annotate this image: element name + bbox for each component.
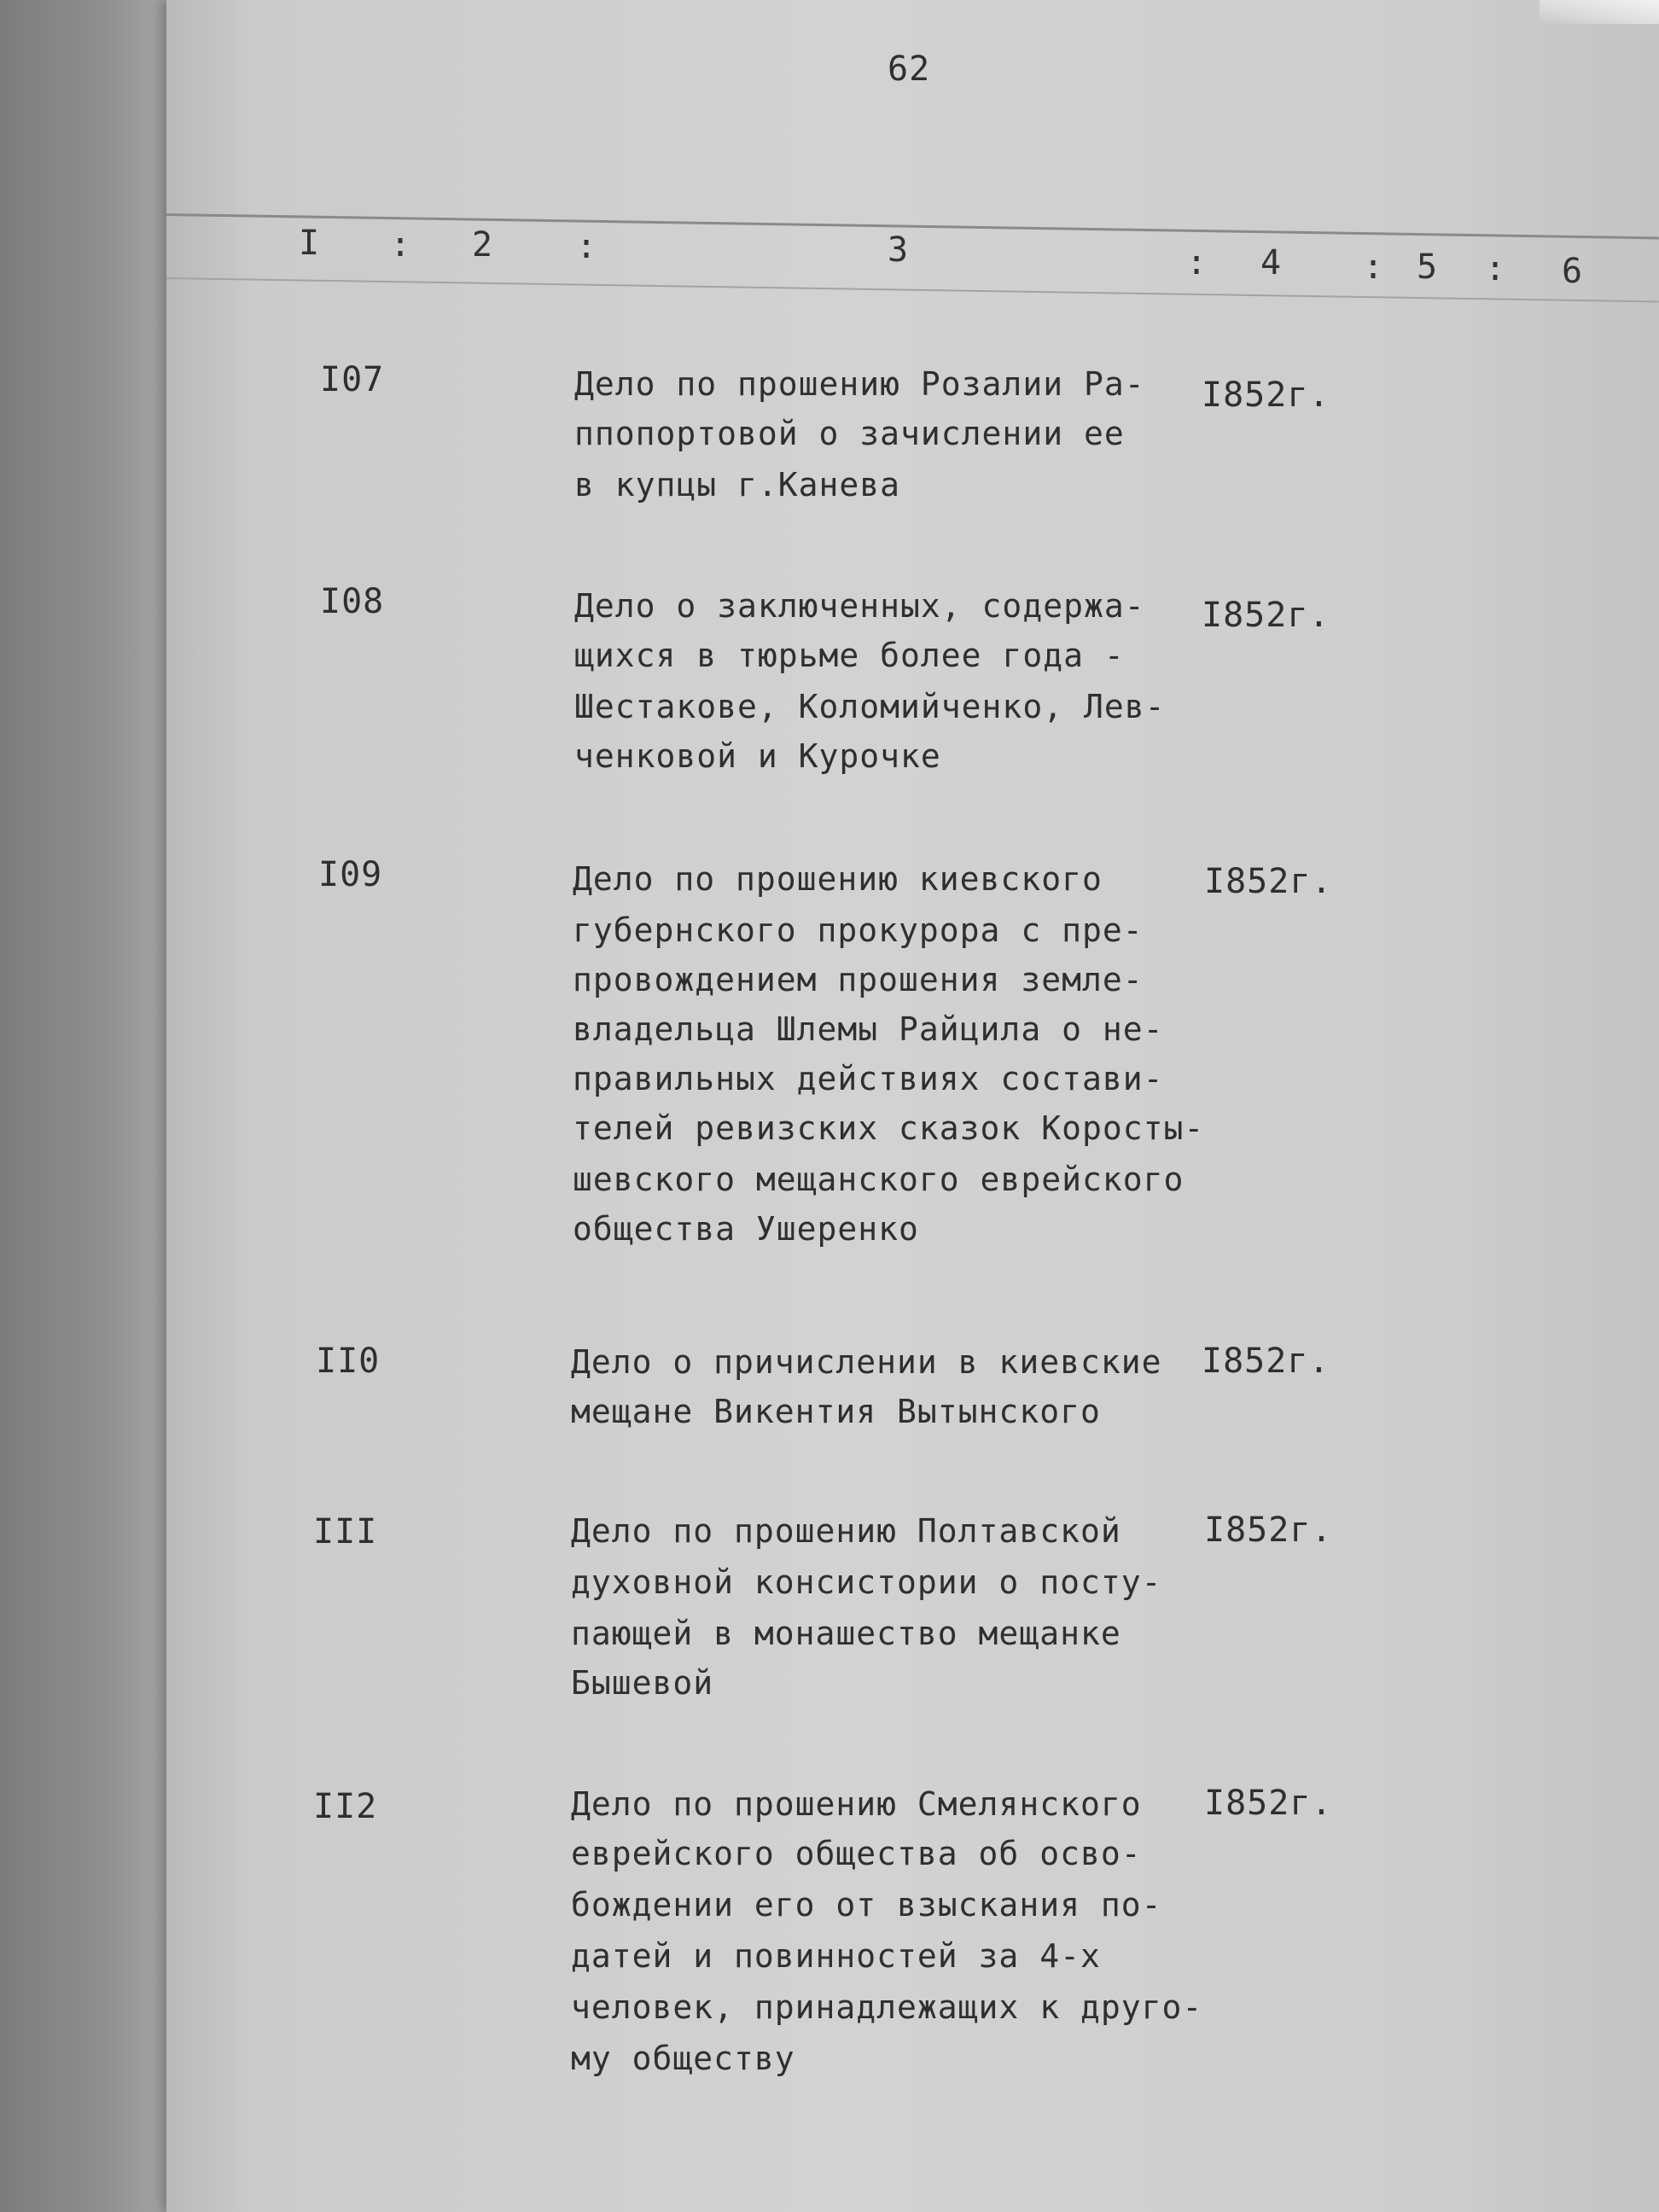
entry-description-line: владельца Шлемы Райцила о не- bbox=[573, 1010, 1164, 1048]
entry-description-line: Дело по прошению Смелянского bbox=[571, 1785, 1142, 1823]
entry-description-line: провождением прошения земле- bbox=[573, 961, 1144, 998]
entry-number: III bbox=[313, 1512, 378, 1551]
page-corner bbox=[1540, 0, 1659, 24]
entry-year: I852г. bbox=[1202, 1342, 1330, 1381]
entry-year: I852г. bbox=[1204, 1511, 1333, 1550]
entry-description-line: телей ревизских сказок Коросты- bbox=[573, 1109, 1205, 1147]
column-header-3: 3 bbox=[888, 230, 909, 270]
column-separator: : bbox=[1485, 249, 1506, 288]
entry-description-line: датей и повинностей за 4-х bbox=[571, 1937, 1101, 1975]
entry-number: I09 bbox=[318, 855, 383, 894]
entry-description-line: Бышевой bbox=[571, 1664, 714, 1702]
column-header-5: 5 bbox=[1417, 247, 1438, 287]
entry-description-line: шевского мещанского еврейского bbox=[573, 1161, 1185, 1198]
entry-description-line: щихся в тюрьме более года - bbox=[574, 637, 1125, 674]
entry-description-line: губернского прокурора с пре- bbox=[573, 911, 1144, 949]
entry-description-line: ппопортовой о зачислении ее bbox=[574, 415, 1125, 452]
entry-description-line: Шестакове, Коломийченко, Лев- bbox=[574, 688, 1166, 725]
entry-description-line: Дело по прошению Розалии Ра- bbox=[574, 365, 1145, 403]
entry-year: I852г. bbox=[1204, 1784, 1333, 1823]
entry-description-line: му обществу bbox=[571, 2040, 795, 2077]
entry-description-line: еврейского общества об осво- bbox=[571, 1835, 1142, 1872]
entry-description-line: ченковой и Курочке bbox=[574, 737, 941, 775]
entry-description-line: общества Ушеренко bbox=[573, 1210, 919, 1248]
entry-number: II2 bbox=[313, 1787, 378, 1826]
entry-description-line: правильных действиях состави- bbox=[573, 1060, 1164, 1097]
entry-number: I08 bbox=[320, 582, 385, 621]
column-header-4: 4 bbox=[1260, 243, 1282, 282]
entry-year: I852г. bbox=[1204, 862, 1333, 901]
page-number: 62 bbox=[888, 49, 931, 89]
column-separator: : bbox=[1363, 247, 1384, 287]
column-separator: : bbox=[576, 227, 597, 266]
entry-description-line: бождении его от взыскания по- bbox=[571, 1886, 1162, 1924]
entry-description-line: в купцы г.Канева bbox=[574, 466, 901, 504]
column-header-1: I bbox=[299, 224, 320, 263]
page-binding bbox=[0, 0, 166, 2212]
column-separator: : bbox=[1186, 243, 1208, 282]
entry-description-line: Дело о причислении в киевские bbox=[571, 1343, 1162, 1381]
entry-description-line: пающей в монашество мещанке bbox=[571, 1615, 1121, 1652]
entry-description-line: Дело по прошению киевского bbox=[573, 860, 1103, 898]
entry-number: II0 bbox=[316, 1342, 381, 1381]
entry-year: I852г. bbox=[1202, 596, 1330, 635]
document-page bbox=[166, 0, 1659, 2212]
column-header-2: 2 bbox=[472, 225, 493, 265]
entry-description-line: мещане Викентия Вытынского bbox=[571, 1393, 1101, 1430]
column-separator: : bbox=[390, 225, 411, 265]
entry-description-line: духовной консистории о посту- bbox=[571, 1563, 1162, 1601]
entry-description-line: человек, принадлежащих к друго- bbox=[571, 1988, 1203, 2026]
entry-year: I852г. bbox=[1202, 375, 1330, 415]
entry-description-line: Дело по прошению Полтавской bbox=[571, 1512, 1121, 1550]
column-header-6: 6 bbox=[1562, 252, 1583, 291]
entry-description-line: Дело о заключенных, содержа- bbox=[574, 587, 1145, 625]
entry-number: I07 bbox=[320, 360, 385, 399]
